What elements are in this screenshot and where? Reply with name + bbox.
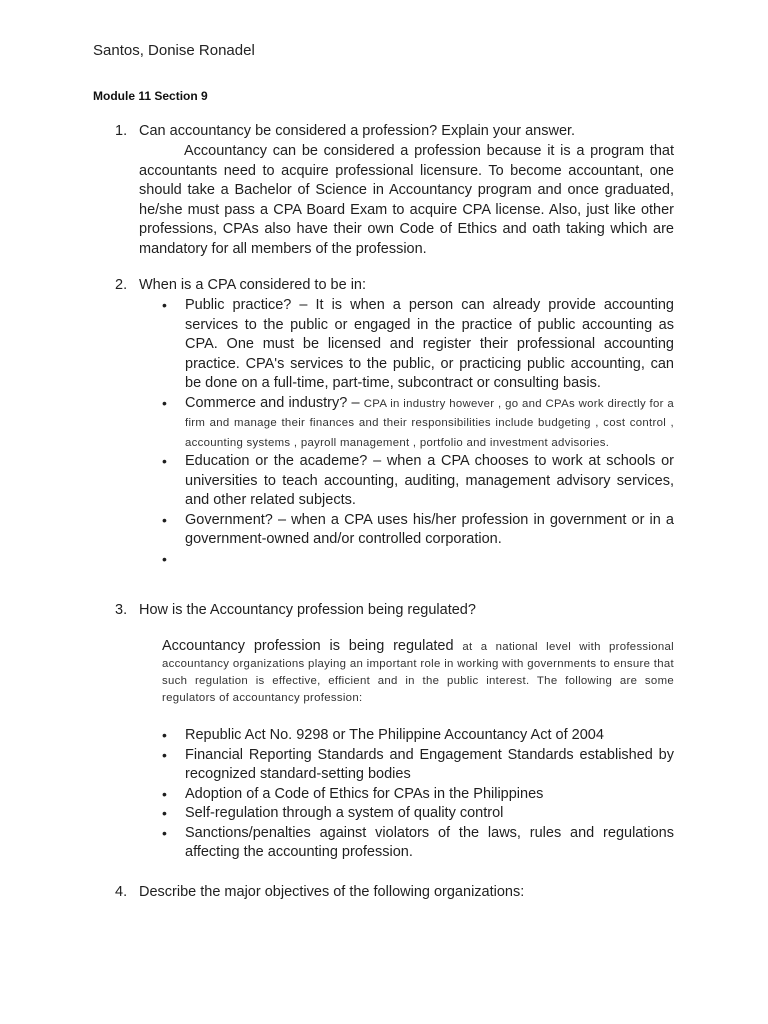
list-item-text: Financial Reporting Standards and Engagement Standards established by recognized standard-setting bodies (185, 746, 674, 782)
list-item-text: Adoption of a Code of Ethics for CPAs in the Philippines (185, 785, 544, 802)
bullet-glyph: • (162, 297, 167, 313)
question-number: 2. (115, 277, 128, 293)
list-item (162, 296, 674, 394)
bullet-glyph: • (162, 746, 167, 763)
list-item (162, 394, 674, 453)
bullet-glyph: • (162, 727, 167, 743)
list-item-text: Education or the academe? – when a CPA chooses to work at schools or universities to teach accounting, auditing, management advisory services, and other related subjects. (185, 453, 674, 508)
list-item-text (185, 551, 189, 567)
list-item-empty (162, 550, 674, 570)
question-text: Can accountancy be considered a profession? Explain your answer. (139, 123, 576, 139)
question-number: 1. (115, 123, 128, 139)
question-number: 4. (115, 884, 128, 900)
list-item-text: Republic Act No. 9298 or The Philippine Accountancy Act of 2004 (185, 727, 604, 743)
list-item (162, 726, 674, 746)
list-item (162, 824, 674, 863)
regulators-list (162, 726, 674, 863)
list-item (162, 452, 674, 511)
bullet-glyph: • (162, 824, 167, 841)
question-text: Describe the major objectives of the following organizations: (139, 884, 525, 900)
question-text: When is a CPA considered to be in: (139, 277, 367, 293)
bullet-glyph: • (162, 453, 167, 469)
list-item (162, 804, 674, 824)
bullet-glyph: • (162, 511, 167, 528)
author-name: Santos, Donise Ronadel (93, 42, 255, 59)
answer-3 (162, 638, 674, 707)
list-item (162, 746, 674, 785)
bullet-glyph: • (162, 785, 167, 802)
list-item-detail: CPA in industry however , go and CPAs work directly for a firm and manage their finances and their responsibilities include budgeting , cost control , accounting systems , payroll management , portfolio and investment advisories. (185, 397, 675, 449)
answer-lead: Accountancy profession is being regulated (162, 638, 463, 654)
list-item-text: Self-regulation through a system of quality control (185, 805, 504, 821)
list-item-text: Sanctions/penalties against violators of the laws, rules and regulations affecting the accounting profession. (185, 824, 674, 860)
cpa-roles-list (162, 296, 674, 569)
module-title: Module 11 Section 9 (93, 89, 208, 103)
answer-1: Accountancy can be considered a profession because it is a program that accountants need to acquire professional licensure. To become accountant, one should take a Bachelor of Science in Accountancy program and once graduated, he/she must pass a CPA Board Exam to acquire CPA license. Also, just like other professions, CPAs also have their own Code of Ethics and oath taking which are mandatory for all members of the profession. (139, 143, 674, 257)
bullet-glyph: • (162, 805, 167, 821)
bullet-glyph: • (162, 550, 167, 567)
bullet-glyph: • (162, 394, 167, 411)
question-text: How is the Accountancy profession being regulated? (139, 602, 476, 618)
list-item (162, 785, 674, 805)
list-item-text: Commerce and industry? – (185, 394, 364, 411)
answer-rest: at a national level with professional accountancy organizations playing an important role in working with governments to ensure that such regulation is effective, efficient and in the public interest. The following are some regulators of accountancy profession: (162, 641, 674, 704)
list-item-text: Public practice? – It is when a person can already provide accounting services to the public or engaged in the practice of public accounting as CPA. One must be licensed and register their professional accounting practice. CPA's services to the public, or practicing public accounting, can be done on a full-time, part-time, subcontract or consulting basis. (185, 297, 674, 391)
list-item-text: Government? – when a CPA uses his/her profession in government or in a government-owned and/or controlled corporation. (185, 511, 674, 547)
list-item (162, 511, 674, 550)
question-number: 3. (115, 602, 128, 618)
